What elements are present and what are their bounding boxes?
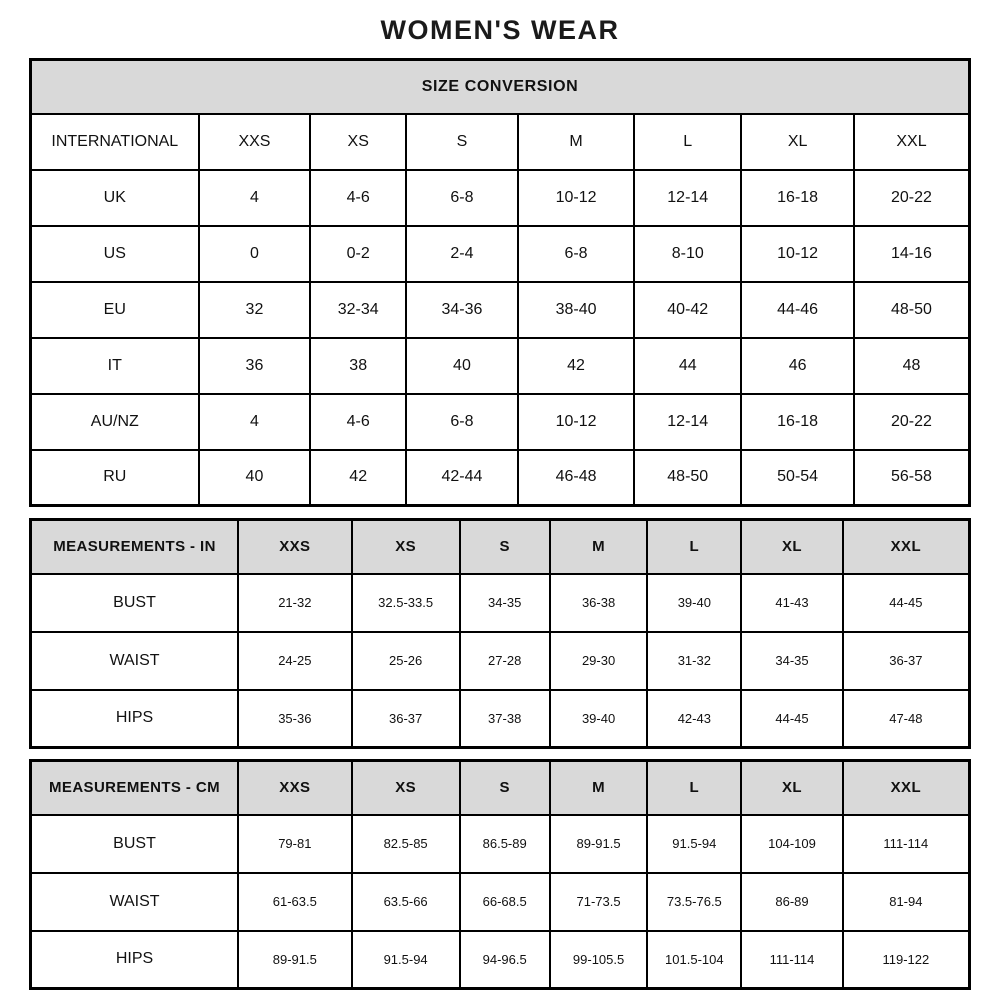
value-cell: 20-22 [854, 170, 970, 226]
table-caption: SIZE CONVERSION [31, 60, 970, 114]
row-label-cell: WAIST [31, 632, 239, 690]
value-cell: 63.5-66 [352, 873, 460, 931]
value-cell: 10-12 [518, 394, 634, 450]
value-cell: 21-32 [238, 574, 352, 632]
row-label-cell: EU [31, 282, 199, 338]
row-label-cell: RU [31, 450, 199, 506]
measurements-cm-table [29, 759, 971, 990]
value-cell: 12-14 [634, 394, 741, 450]
value-cell: XXL [854, 114, 970, 170]
value-cell: 0-2 [310, 226, 406, 282]
value-cell: 34-35 [741, 632, 842, 690]
value-cell: 71-73.5 [550, 873, 648, 931]
value-cell: 10-12 [518, 170, 634, 226]
row-label-cell: BUST [31, 815, 239, 873]
value-cell: 94-96.5 [460, 931, 550, 989]
value-cell: 47-48 [843, 690, 970, 748]
table-caption-row [31, 60, 970, 114]
value-cell: 36-37 [352, 690, 460, 748]
value-cell: 40 [406, 338, 518, 394]
value-cell: 89-91.5 [238, 931, 352, 989]
table-row [31, 632, 970, 690]
value-cell: 81-94 [843, 873, 970, 931]
value-cell: M [518, 114, 634, 170]
value-cell: 6-8 [406, 394, 518, 450]
table-row [31, 815, 970, 873]
header-size-cell: XS [352, 761, 460, 815]
value-cell: 34-35 [460, 574, 550, 632]
value-cell: 39-40 [550, 690, 648, 748]
header-size-cell: XXS [238, 761, 352, 815]
value-cell: 38 [310, 338, 406, 394]
value-cell: 111-114 [843, 815, 970, 873]
header-size-cell: XXL [843, 520, 970, 574]
value-cell: 99-105.5 [550, 931, 648, 989]
value-cell: 40-42 [634, 282, 741, 338]
value-cell: 66-68.5 [460, 873, 550, 931]
value-cell: 14-16 [854, 226, 970, 282]
value-cell: 36 [199, 338, 311, 394]
value-cell: 44-45 [741, 690, 842, 748]
value-cell: 91.5-94 [352, 931, 460, 989]
row-label-cell: US [31, 226, 199, 282]
value-cell: 12-14 [634, 170, 741, 226]
value-cell: 42 [518, 338, 634, 394]
value-cell: 6-8 [518, 226, 634, 282]
value-cell: 46-48 [518, 450, 634, 506]
value-cell: 16-18 [741, 394, 854, 450]
value-cell: 36-38 [550, 574, 648, 632]
value-cell: 38-40 [518, 282, 634, 338]
row-label-cell: HIPS [31, 931, 239, 989]
value-cell: 86-89 [741, 873, 842, 931]
value-cell: 101.5-104 [647, 931, 741, 989]
value-cell: 42-44 [406, 450, 518, 506]
value-cell: L [634, 114, 741, 170]
value-cell: 48 [854, 338, 970, 394]
value-cell: 2-4 [406, 226, 518, 282]
value-cell: 50-54 [741, 450, 854, 506]
value-cell: 73.5-76.5 [647, 873, 741, 931]
value-cell: 4-6 [310, 170, 406, 226]
table-row [31, 394, 970, 450]
value-cell: 32-34 [310, 282, 406, 338]
header-size-cell: XXL [843, 761, 970, 815]
value-cell: 86.5-89 [460, 815, 550, 873]
table-row [31, 690, 970, 748]
value-cell: 6-8 [406, 170, 518, 226]
row-label-cell: UK [31, 170, 199, 226]
value-cell: 82.5-85 [352, 815, 460, 873]
value-cell: 79-81 [238, 815, 352, 873]
value-cell: 46 [741, 338, 854, 394]
header-label-cell: MEASUREMENTS - CM [31, 761, 239, 815]
value-cell: 42 [310, 450, 406, 506]
value-cell: 40 [199, 450, 311, 506]
table-row [31, 338, 970, 394]
page-title: WOMEN'S WEAR [380, 15, 620, 45]
row-label-cell: BUST [31, 574, 239, 632]
value-cell: 61-63.5 [238, 873, 352, 931]
table-row [31, 114, 970, 170]
value-cell: 0 [199, 226, 311, 282]
value-cell: XS [310, 114, 406, 170]
header-label-cell: MEASUREMENTS - IN [31, 520, 239, 574]
value-cell: 27-28 [460, 632, 550, 690]
value-cell: XL [741, 114, 854, 170]
table-row [31, 226, 970, 282]
header-size-cell: XS [352, 520, 460, 574]
table-row [31, 170, 970, 226]
value-cell: 35-36 [238, 690, 352, 748]
row-label-cell: WAIST [31, 873, 239, 931]
header-size-cell: M [550, 761, 648, 815]
value-cell: 4 [199, 170, 311, 226]
value-cell: 44-45 [843, 574, 970, 632]
value-cell: 44-46 [741, 282, 854, 338]
value-cell: 8-10 [634, 226, 741, 282]
measurements-in-table [29, 518, 971, 749]
value-cell: 91.5-94 [647, 815, 741, 873]
value-cell: 4-6 [310, 394, 406, 450]
value-cell: XXS [199, 114, 311, 170]
value-cell: 31-32 [647, 632, 741, 690]
value-cell: 34-36 [406, 282, 518, 338]
table-row [31, 574, 970, 632]
header-size-cell: XXS [238, 520, 352, 574]
size-conversion-table [29, 58, 971, 507]
table-header-row [31, 761, 970, 815]
value-cell: 56-58 [854, 450, 970, 506]
value-cell: 44 [634, 338, 741, 394]
header-size-cell: L [647, 761, 741, 815]
row-label-cell: AU/NZ [31, 394, 199, 450]
table-row [31, 450, 970, 506]
row-label-cell: IT [31, 338, 199, 394]
row-label-cell: HIPS [31, 690, 239, 748]
header-size-cell: S [460, 520, 550, 574]
value-cell: 10-12 [741, 226, 854, 282]
value-cell: 24-25 [238, 632, 352, 690]
table-row [31, 282, 970, 338]
value-cell: 37-38 [460, 690, 550, 748]
value-cell: 36-37 [843, 632, 970, 690]
value-cell: 20-22 [854, 394, 970, 450]
value-cell: 16-18 [741, 170, 854, 226]
value-cell: 42-43 [647, 690, 741, 748]
table-row [31, 931, 970, 989]
value-cell: 104-109 [741, 815, 842, 873]
table-row [31, 873, 970, 931]
value-cell: 25-26 [352, 632, 460, 690]
value-cell: 111-114 [741, 931, 842, 989]
value-cell: 119-122 [843, 931, 970, 989]
value-cell: 4 [199, 394, 311, 450]
header-size-cell: XL [741, 520, 842, 574]
value-cell: 41-43 [741, 574, 842, 632]
value-cell: 48-50 [634, 450, 741, 506]
header-size-cell: L [647, 520, 741, 574]
header-size-cell: S [460, 761, 550, 815]
value-cell: 32.5-33.5 [352, 574, 460, 632]
header-size-cell: XL [741, 761, 842, 815]
header-size-cell: M [550, 520, 648, 574]
value-cell: 39-40 [647, 574, 741, 632]
value-cell: 29-30 [550, 632, 648, 690]
value-cell: 89-91.5 [550, 815, 648, 873]
value-cell: 48-50 [854, 282, 970, 338]
value-cell: S [406, 114, 518, 170]
table-header-row [31, 520, 970, 574]
value-cell: 32 [199, 282, 311, 338]
row-label-cell: INTERNATIONAL [31, 114, 199, 170]
